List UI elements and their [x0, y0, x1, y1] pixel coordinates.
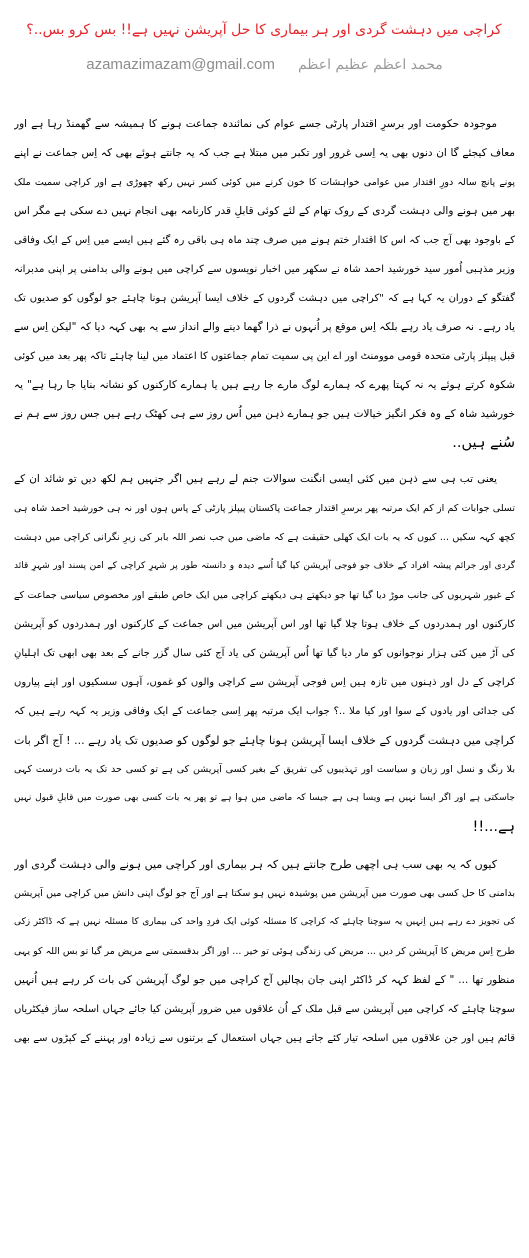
text-line: قائم ہیں اور جن علاقوں میں اسلحہ تیار کئے جاتے ہیں جہاں استعمال کے برتنوں سے زیادہ اور پہننے کے کپڑوں سے بھی: [14, 1033, 515, 1044]
text-line: جاسکتی ہے اور اگر ایسا نہیں ہے ویسا ہی ہے جیسا کہ ماضی میں ہوا ہے تو پھر یہ بات کسی بھی صورت میں قابلِ قبول نہیں: [14, 793, 515, 803]
text-line: کی آڑ میں کئی ہزار نوجوانوں کو مار دیا گیا تھا اُس آپریشن کی یاد آج کئی سال گزر جانے کے بعد بھی ابھی تک اہلیانِ: [14, 648, 515, 659]
author-name: محمد اعظم عظیم اعظم: [297, 57, 443, 73]
text-line: گردی اور جرائم پیشہ افراد کے خلاف جو فوجی آپریشن کیا گیا اُسے دیدہ و دانستہ طور پر شہرِ کراچی کے امن پسند اور شہرِ قائد: [14, 561, 515, 571]
text-line: یاد رہے۔ نہ صرف یاد رہے بلکہ اِس موقع پر اُنہوں نے ذرا گھما دینے والے انداز سے یہ بھی کہہ دیا کہ "لیکن اِس سے: [14, 321, 515, 333]
text-line: کے باوجود بھی آج جب کہ اس کا اقتدار ختم ہونے میں صرف چند ماہ ہی باقی رہ گئے ہیں ایسے میں اِس کے ایک وفاقی: [14, 235, 515, 246]
paragraph-2: [14, 465, 515, 842]
text-line: قبل پیپلز پارٹی متحدہ قومی موومنٹ اور اے این پی سمیت تمام جماعتوں کا اعتماد میں لینا چاہئے تاکہ پھر بعد میں کوئی: [14, 351, 515, 362]
text-line: تسلی جوابات کم از کم ایک مرتبہ پھر برسرِ اقتدار جماعت پاکستان پیپلز پارٹی کے پاس ہوں اور نہ ہی خورشید احمد شاہ ہی: [14, 503, 515, 514]
text-line: یعنی تب ہی سے ذہن میں کئی ایسی انگنت سوالات جنم لے رہے ہیں اگر جنہیں ہم لکھ دیں تو شائد ان کے: [14, 473, 497, 485]
paragraph-1: [14, 110, 515, 458]
text-line: گفتگو کے دوران یہ کہا ہے کہ "کراچی میں دہشت گردوں کے خلاف ایسا آپریشن ہونا چاہئے جو لوگوں کو صدیوں تک: [14, 293, 515, 304]
text-line: کچھ کہہ سکیں ... کیوں کہ یہ بات ایک کھلی حقیقت ہے کہ ماضی میں جب نصر اللہ بابر کی زیرِ نگرانی کراچی میں دہشت: [14, 532, 515, 543]
text-line: کے غیور شہریوں کی جانب موڑ دیا گیا تھا جو دیکھتے ہی دیکھتے کراچی میں ایک خاص طبقے اور مخصوص سیاسی جماعت کے: [14, 590, 515, 601]
text-line: موجودہ حکومت اور برسرِ اقتدار پارٹی جسے عوام کی نمائندہ جماعت ہونے کا ہمیشہ سے گھمنڈ رہا ہے اور: [14, 118, 497, 130]
text-line: کارکنوں اور ہمدردوں کے خلاف ہوتا چلا گیا تھا اور اس آپریشن میں اس جماعت کے کارکنوں اور ہمدردوں کو آپریشن: [14, 619, 515, 630]
text-line: سُنے ہیں..: [452, 435, 515, 451]
text-line: معاف کیجئے گا ان دنوں بھی یہ اِسی غرور اور تکبر میں مبتلا ہے جب کہ یہ جانتے ہوئے بھی کہ اِس جماعت نے اپنے: [14, 147, 515, 159]
text-line: کیوں کہ یہ بھی سب ہی اچھی طرح جانتے ہیں کہ ہر بیماری اور کراچی میں ہونے والی دہشت گردی اور: [14, 858, 497, 871]
text-line: کی تجویز دے رہے ہیں اِنہیں یہ سوچنا چاہئے کہ کراچی کا مسئلہ کوئی ایک فردِ واحد کی بیماری کا مسئلہ نہیں ہے کہ ڈاکٹر زکی: [14, 917, 515, 927]
article-body: [14, 110, 515, 1250]
text-line: طرح اِس مریض کا آپریشن کر دیں ... مریض کی زندگی ہوئی تو خیر ... اور اگر بدقسمتی سے مریض مر گیا تو بس اللہ کو یہی: [14, 946, 515, 957]
text-line: کراچی میں دہشت گردوں کے خلاف ایسا آپریشن ہونا چاہئے جو لوگوں کو صدیوں تک یاد رہے ... ! آج اگر بات: [14, 734, 515, 747]
byline: [0, 54, 529, 76]
text-line: شکوہ کرتے ہوئے یہ نہ کہتا پھرے کہ ہمارے لوگ مارے جا رہے ہیں یا ہمارے کارکنوں کو نشانہ بنایا جا رہا ہے" یہ: [14, 379, 515, 391]
text-line: وزیر مذہبی اُمور سید خورشید احمد شاہ نے سکھر میں اخبار نویسوں سے کراچی میں ہونے والی بدامنی پر اپنی مدبرانہ: [14, 264, 515, 275]
text-line: پونے پانچ سالہ دورِ اقتدار میں عوامی خواہشات کا خون کرنے میں کوئی کسر نہیں رکھ چھوڑی ہے اور کراچی سمیت ملک: [14, 177, 515, 188]
paragraph-3: [14, 850, 515, 1053]
text-line: کی جدائی اور یادوں کے سوا اور کیا ملا ..؟ جواب ایک مرتبہ پھر اِسی جماعت کے ایک وفاقی وزیر یہ کہہ رہے ہیں کہ: [14, 706, 515, 717]
text-line: منظور تھا ... " کے لفظ کہہ کر ڈاکٹر اپنی جان بچالیں آج کراچی میں جو لوگ آپریشن کی بات کر رہے ہیں اُنہیں: [14, 974, 515, 986]
text-line: بھر میں ہونے والی دہشت گردی کے روک تھام کے لئے کوئی قابلِ قدر کارنامہ بھی انجام نہیں دے سکی ہے مگر اس: [14, 205, 515, 217]
text-line: خورشید شاہ کے وہ فکر انگیز خیالات ہیں جو ہمارے ذہن میں اُس روز سے ہی کھٹک رہے ہیں جس روز سے ہم نے: [14, 408, 515, 420]
text-line: بلا رنگ و نسل اور زبان و سیاست اور تہذیبوں کی تفریق کے بغیر کسی آپریشن کی ہے تو کسی حد تک یہ بات درست کہی: [14, 764, 515, 775]
text-line: ہے...!!: [472, 819, 515, 835]
author-email: azamazimazam@gmail.com: [86, 56, 275, 73]
text-line: سوچنا چاہئے کہ کراچی میں آپریشن سے قبل ملک کے اُن علاقوں میں ضرور آپریشن کیا جائے جہاں اسلحہ ساز فیکٹریاں: [14, 1004, 515, 1015]
article-title: کراچی میں دہشت گردی اور ہر بیماری کا حل آپریشن نہیں ہے!! بس کرو بس..؟: [26, 22, 502, 38]
text-line: کراچی کے دل اور ذہنوں میں تازہ ہیں اِس فوجی آپریشن سے کراچی والوں کو غموں، آہوں سسکیوں اور اپنے پیاروں: [14, 677, 515, 688]
text-line: بدامنی کا حل کسی بھی صورت میں آپریشن میں پوشیدہ نہیں ہو سکتا ہے اور آج جو لوگ اپنی دانش میں کراچی میں آپریشن: [14, 888, 515, 899]
